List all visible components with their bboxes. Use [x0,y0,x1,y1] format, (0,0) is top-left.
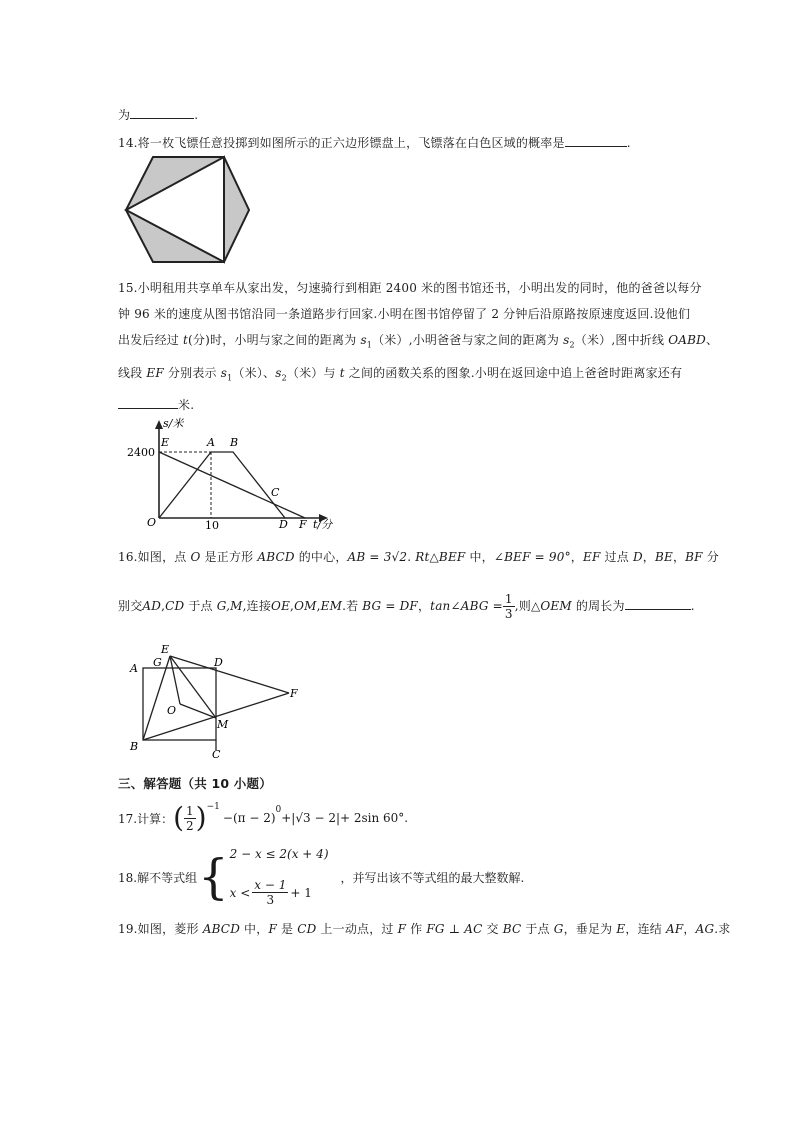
q15-answer-blank [118,397,178,409]
point-D-label: D [279,518,288,531]
point-B-label: B [230,436,239,449]
q18-question: 18.解不等式组 { 2 − x ≤ 2(x + 4) x < $\frac{x - 1}{3}$ + 1 ，并写出该不等式组的最大整数解. [118,847,525,907]
q15-line-4: 线段 EF 分别表示 $s_1$（米）、$s_2$（米）与 t 之间的函数关系的图象.小明在返回途中追上爸爸时距离家还有 [118,366,683,383]
q16-tan-fraction: $\frac{1}{3}$ [504,592,513,621]
q13-answer-blank [130,107,194,119]
q18-inequality-1: 2 − x ≤ 2(x + 4) [229,847,329,861]
label-O: O [167,704,177,717]
label-E: E [161,643,170,656]
line-OABD [159,452,285,518]
y-tick-2400: 2400 [127,446,155,459]
label-A: A [130,662,138,675]
q14-question [118,134,631,151]
q15-line-2: 钟 96 米的速度从图书馆沿同一条道路步行回家.小明在图书馆停留了 2 分钟后沿原路按原速度返回.设他们 [118,307,691,321]
point-F-label: F [299,518,307,531]
q16-square-figure [124,636,314,762]
q14-text: 14.将一枚飞镖任意投掷到如图所示的正六边形镖盘上，飞镖落在白色区域的概率是 [118,136,565,150]
q18-brace: { [198,849,229,905]
q16-line-2: 别交AD,CD 于点 G,M,连接OE,OM,EM.若 BG = DF，tan∠ABG = $\frac{1}{3}$ ,则△OEM 的周长为 . [118,592,695,621]
label-F: F [290,687,298,700]
q17-fraction: $\frac{1}{2}$ [186,803,194,833]
q18-inequality-2: x < $\frac{x - 1}{3}$ + 1 [229,878,312,907]
q17-right-paren: ) [195,801,207,834]
point-A-label: A [207,436,215,449]
label-M: M [217,718,229,731]
point-O-label: O [147,516,157,529]
section-3-heading: 三、解答题（共 10 小题） [118,776,272,791]
segment-EF [170,656,289,693]
q18-system [230,847,329,907]
y-axis-label: s/米 [163,417,184,430]
q16-answer-blank [625,598,691,610]
label-G: G [153,656,162,669]
label-D: D [214,656,223,669]
point-E-label: E [161,436,170,449]
q14-answer-blank [565,135,627,147]
q15-distance-time-graph [125,416,345,532]
hexagon-dartboard-figure [118,154,258,272]
x-axis-label: t/分 [313,518,333,531]
line-EF [159,452,305,518]
q14-suffix: . [626,136,631,150]
x-tick-10: 10 [205,519,219,532]
q17-question: 17.计算： ( $\frac{1}{2}$ ) $^{-1}$ −(π − 2) $^0$ +|√3 − 2|+ 2sin 60°. [118,801,409,834]
q13-prefix: 为 [118,108,131,122]
label-C: C [212,748,221,761]
q15-line-3: 出发后经过 t(分)时，小明与家之间的距离为 $s_1$（米）,小明爸爸与家之间的距离为 $s_2$（米）,图中折线 OABD、 [118,333,719,350]
q15-line-1: 15.小明租用共享单车从家出发，匀速骑行到相距 2400 米的图书馆还书，小明出发的同时，他的爸爸以每分 [118,281,702,295]
q16-line-1: 16.如图，点 O 是正方形 ABCD 的中心，AB = 3√2. Rt△BEF 中，∠BEF = 90°，EF 过点 D，BE，BF 分 [118,550,719,564]
q13-answer-line [118,106,198,123]
label-B: B [130,740,139,753]
y-axis-arrow [155,420,163,429]
q17-left-paren: ( [173,801,185,834]
q13-suffix: . [194,108,199,122]
q15-line-5: 米. [118,396,194,413]
point-C-label: C [271,486,280,499]
q19-question: 19.如图，菱形 ABCD 中，F 是 CD 上一动点，过 F 作 FG ⊥ AC 交 BC 于点 G，垂足为 E，连结 AF，AG.求 [118,922,731,936]
